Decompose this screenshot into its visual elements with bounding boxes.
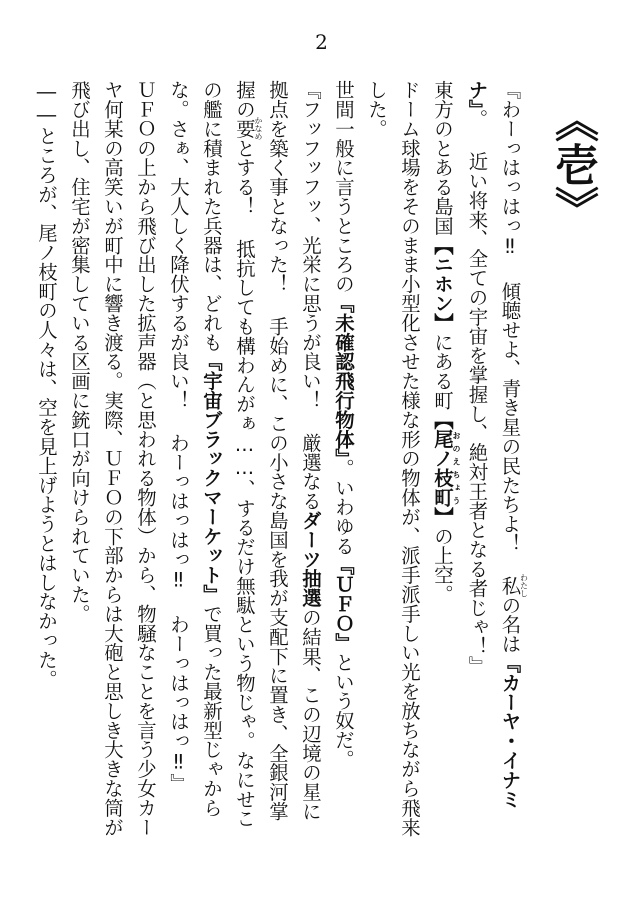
- text-run: の結果、この辺境の星に拠点を築く事となった！ 手始めに、この小さな島国を我が支配下に置き、全銀河掌握の: [233, 80, 322, 821]
- emphasized-text: ダーツ抽選: [299, 510, 322, 608]
- paragraph: [426, 80, 461, 840]
- chapter-heading: 《壱》: [547, 98, 598, 230]
- text-run: 世間一般に言うところの: [332, 80, 355, 294]
- paragraph: [30, 80, 63, 840]
- emphasized-text: 『未確認飛行物体』: [332, 293, 355, 459]
- emphasized-text: 『宇宙ブラックマーケット』: [200, 351, 223, 604]
- ruby-annotation: わたし: [519, 573, 529, 598]
- paragraph: [327, 80, 360, 840]
- ruby-text: [233, 116, 263, 141]
- ruby-text: [498, 573, 529, 598]
- text-run: ――ところが、尾ノ枝町の人々は、空を見上げようとはしなかった。: [35, 80, 58, 689]
- text-run: 東方のとある島国: [431, 80, 454, 236]
- paragraph: [63, 80, 162, 840]
- text-run: ドーム球場をそのまま小型化させた様な形の物体が、派手派手しい光を放ちながら飛来した。: [365, 80, 421, 837]
- ruby-base: 私: [498, 573, 522, 598]
- emphasized-text: 【ニホン】: [431, 235, 454, 333]
- text-run: の名は: [498, 595, 522, 654]
- text-run: にある町: [431, 332, 454, 410]
- text-run: 『わーっはっはっ‼ 傾聴せよ、青き星の民たちよ！: [498, 80, 522, 576]
- emphasized-text: 【: [431, 409, 454, 430]
- text-run: ＵＦＯの上から飛び出した拡声器（と思われる物体）から、物騒なことを言う少女カーヤ何某の高笑いが町中に響き渡る。実際、ＵＦＯの下部からは大砲と思しき大きな筒が飛び出し、住宅が密集している区画に銃口が向けられていた。: [68, 80, 157, 837]
- text-run: の上空。: [431, 526, 454, 604]
- emphasized-text: 】: [431, 506, 454, 527]
- ruby-annotation: おのえちょう: [452, 429, 461, 507]
- text-run: という奴だ。: [332, 652, 355, 769]
- text-run: で買った最新型じゃからな。さぁ、大人しく降伏するが良い！ わーっはっはっ‼ わーっはっはっ‼』: [167, 80, 223, 818]
- ruby-text: [431, 429, 461, 507]
- emphasized-text: 『ＵＦＯ』: [332, 555, 355, 653]
- paragraph: [360, 80, 426, 840]
- page-number: 2: [315, 30, 328, 54]
- emphasized-text: 『カーヤ・イナミナ』: [465, 80, 522, 809]
- ruby-base: 尾ノ枝町: [431, 429, 454, 507]
- ruby-annotation: かなめ: [254, 116, 263, 141]
- text-run: とする！ 抵抗しても構わんがぁ……、するだけ無駄という物じゃ。なにせこの艦に積まれた兵器は、どれも: [200, 80, 256, 829]
- ruby-base: 要: [233, 116, 256, 141]
- paragraph: [162, 80, 327, 840]
- text-run: 。いわゆる: [332, 458, 355, 556]
- text-run: 『フッフッフッ、光栄に思うが良い！ 厳選なる: [299, 80, 322, 511]
- paragraph: [461, 80, 529, 840]
- text-run: 。 近い将来、全ての宇宙を掌握し、絶対王者となる者じゃ！』: [465, 109, 489, 676]
- body-text: [35, 80, 529, 840]
